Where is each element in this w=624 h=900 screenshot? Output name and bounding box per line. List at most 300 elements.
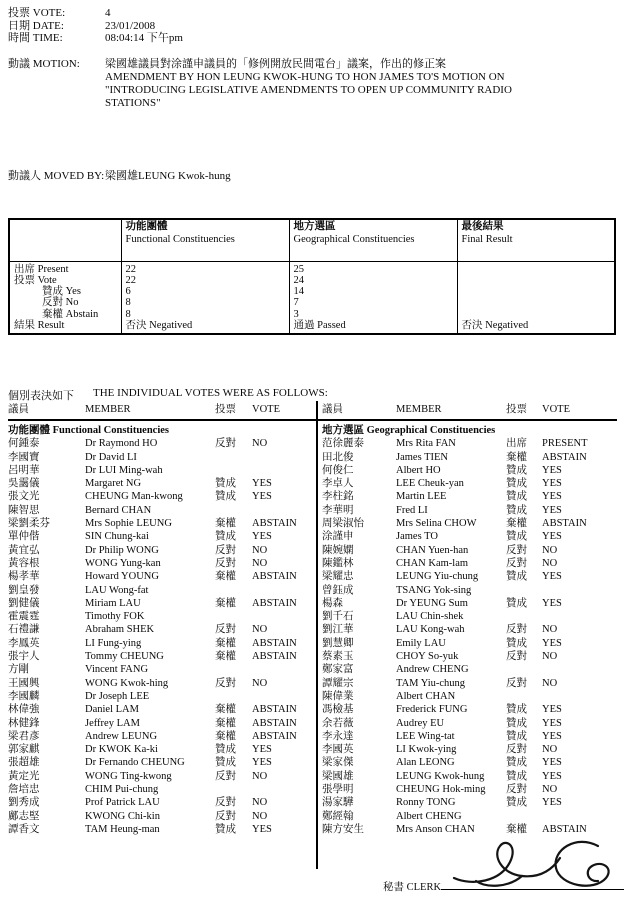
member-name-zh: 李華明 [322,504,354,516]
member-vote-zh: 反對 [215,557,236,569]
member-vote-en [252,663,308,676]
member-name-zh: 梁劉柔芬 [8,518,50,530]
member-vote-zh: 贊成 [506,478,527,490]
member-row [322,544,618,557]
member-vote-zh: 贊成 [506,597,527,609]
member-vote-zh [506,663,542,676]
member-vote-en: NO [542,784,558,796]
member-vote-en: NO [252,677,268,689]
col-member-en: MEMBER [396,404,442,415]
member-name-en: TAM Yiu-chung [396,677,466,689]
member-name-zh: 涂謹申 [322,531,354,543]
summary-header-functional [121,219,289,261]
member-row [322,703,618,716]
summary-header-row [9,219,615,261]
summary-geographical-value: 14 [289,286,457,297]
member-vote-en: NO [252,810,268,822]
member-name-zh: 梁君彥 [8,730,40,742]
member-name-en: LEE Wing-tat [396,730,455,742]
member-name-zh: 楊孝華 [8,571,40,583]
member-name-en: Dr Raymond HO [85,438,158,450]
summary-final-value [457,275,615,286]
motion-line-en-1: AMENDMENT BY HON LEUNG KWOK-HUNG TO HON JAMES TO'S MOTION ON [105,71,505,83]
member-row [322,557,618,570]
summary-row [9,297,615,308]
member-row [322,770,618,783]
summary-geographical-value: 7 [289,297,457,308]
member-row [8,703,308,716]
member-rows-functional [8,437,308,836]
member-name-zh: 陳智思 [8,504,40,516]
member-vote-zh: 贊成 [506,637,527,649]
member-name-zh: 林健鋒 [8,717,40,729]
member-row [8,477,308,490]
member-name-zh: 鄭經翰 [322,810,354,822]
geographical-constituencies-column [322,403,618,836]
member-vote-en: NO [252,438,268,450]
clerk-label: 秘書 CLERK [383,882,442,893]
member-row [8,770,308,783]
member-vote-zh: 贊成 [215,744,236,756]
summary-row [9,261,615,275]
summary-row-label: 棄權 Abstain [42,308,99,320]
member-name-en: Howard YOUNG [85,571,159,583]
member-row [8,451,308,464]
summary-row-label: 反對 No [42,297,79,309]
motion-line-en-3: STATIONS" [105,97,161,109]
member-name-zh: 湯家驊 [322,797,354,809]
member-name-en: SIN Chung-kai [85,531,149,543]
member-name-en: Audrey EU [396,717,445,729]
member-name-en: Dr LUI Ming-wah [85,464,163,476]
member-vote-zh: 棄權 [215,518,236,530]
member-name-en: Emily LAU [396,637,446,649]
member-name-zh: 郭家麒 [8,744,40,756]
member-vote-en: ABSTAIN [252,571,297,583]
vote-number-label: 投票 VOTE: [8,7,66,19]
member-name-zh: 周梁淑怡 [322,518,364,530]
member-name-zh: 李國英 [322,744,354,756]
member-vote-en: ABSTAIN [252,597,297,609]
date-label: 日期 DATE: [8,19,64,32]
member-vote-zh: 贊成 [506,757,527,769]
member-vote-zh: 贊成 [506,770,527,782]
member-name-zh: 黃容根 [8,557,40,569]
member-row [8,717,308,730]
clerk-signature-line [441,879,624,890]
member-table-header-left [8,403,308,420]
member-name-zh: 呂明華 [8,464,40,476]
col-vote-zh: 投票 [506,404,527,415]
member-vote-en: ABSTAIN [542,823,587,835]
summary-header-functional-en: Functional Constituencies [125,233,235,245]
summary-header-geographical-zh: 地方選區 [293,221,336,232]
summary-row-label: 結果 Result [14,319,65,331]
col-vote-zh: 投票 [215,404,236,415]
member-vote-en: PRESENT [542,438,588,450]
member-row [8,557,308,570]
member-name-zh: 黃宜弘 [8,544,40,556]
member-row [322,677,618,690]
member-vote-zh: 反對 [215,624,236,636]
summary-geographical-value: 通過 Passed [289,320,457,334]
member-vote-en: YES [542,478,562,490]
member-name-en: Dr Philip WONG [85,544,159,556]
vote-summary-table [8,218,616,335]
member-row [8,584,308,597]
member-name-zh: 陳鑑林 [322,557,354,569]
member-name-en: WONG Kwok-hing [85,677,169,689]
member-name-zh: 鄭家富 [322,664,354,676]
member-name-zh: 張學明 [322,784,354,796]
member-row [322,743,618,756]
member-vote-zh: 反對 [506,744,527,756]
member-vote-zh: 棄權 [215,571,236,583]
member-name-en: Fred LI [396,504,428,516]
member-row [8,437,308,450]
member-name-en: Prof Patrick LAU [85,797,160,809]
member-vote-en: ABSTAIN [252,518,297,530]
member-vote-zh: 贊成 [215,478,236,490]
member-name-zh: 吳靄儀 [8,478,40,490]
vote-summary-table-wrap [8,218,616,335]
member-vote-en: YES [542,571,562,583]
moved-by-label: 動議人 MOVED BY: [8,170,105,182]
member-vote-zh [215,663,252,676]
member-name-en: Alan LEONG [396,757,455,769]
member-row [8,544,308,557]
member-name-en: Miriam LAU [85,597,141,609]
motion-label: 動議 MOTION: [8,58,80,70]
member-name-en: Mrs Selina CHOW [396,518,477,530]
member-row [8,796,308,809]
member-vote-en: YES [252,744,272,756]
member-name-zh: 田北俊 [322,451,354,463]
summary-final-value: 否決 Negatived [457,320,615,334]
summary-row [9,309,615,320]
summary-header-geographical-en: Geographical Constituencies [293,233,415,245]
member-vote-en: YES [252,478,272,490]
summary-header-functional-zh: 功能團體 [125,221,168,232]
member-vote-zh [506,584,542,597]
member-name-zh: 劉健儀 [8,597,40,609]
summary-functional-value: 22 [121,261,289,275]
member-name-en: CHAN Kam-lam [396,557,469,569]
member-name-zh: 譚香文 [8,823,40,835]
moved-by-block [8,167,231,183]
member-vote-zh: 出席 [506,438,527,450]
member-row [8,743,308,756]
member-vote-en [252,464,308,477]
time-row [8,32,183,45]
member-row [322,756,618,769]
member-name-en: LI Kwok-ying [396,744,457,756]
member-row [322,637,618,650]
date-value: 23/01/2008 [105,19,156,32]
member-name-zh: 黃定光 [8,770,40,782]
member-vote-en: NO [542,651,558,663]
member-name-zh: 王國興 [8,677,40,689]
member-vote-en: YES [542,717,562,729]
member-vote-en: NO [542,624,558,636]
member-vote-en: YES [542,797,562,809]
member-name-en: TAM Heung-man [85,823,160,835]
member-row [8,677,308,690]
member-vote-zh: 反對 [215,677,236,689]
member-name-zh: 陳婉嫻 [322,544,354,556]
member-name-en: WONG Ting-kwong [85,770,172,782]
summary-functional-value: 否決 Negatived [121,320,289,334]
member-row [322,783,618,796]
member-name-zh: 余若薇 [322,717,354,729]
member-name-en: Albert CHAN [396,690,456,702]
member-vote-en: NO [542,544,558,556]
member-row [322,650,618,663]
member-name-zh: 李永達 [322,730,354,742]
member-name-en: KWONG Chi-kin [85,810,160,822]
member-name-en: WONG Yung-kan [85,557,161,569]
member-vote-zh: 反對 [506,557,527,569]
individual-votes-heading-en: THE INDIVIDUAL VOTES WERE AS FOLLOWS: [93,387,328,399]
col-member-zh: 議員 [322,404,343,415]
member-name-zh: 范徐麗泰 [322,438,364,450]
member-row [322,490,618,503]
member-name-zh: 劉千石 [322,611,354,623]
member-name-zh: 張超雄 [8,757,40,769]
member-row [322,504,618,517]
member-name-en: LAU Wong-fat [85,584,149,596]
member-name-en: LEUNG Kwok-hung [396,770,485,782]
member-vote-en [252,504,308,517]
member-name-en: Abraham SHEK [85,624,155,636]
summary-geographical-value: 24 [289,275,457,286]
member-row [322,623,618,636]
member-vote-zh: 贊成 [215,531,236,543]
member-name-en: Tommy CHEUNG [85,651,164,663]
member-vote-en [542,690,618,703]
member-name-en: Timothy FOK [85,611,145,623]
member-vote-en: YES [542,491,562,503]
member-vote-zh: 反對 [506,624,527,636]
vote-number-row [8,7,183,20]
member-vote-zh [215,464,252,477]
member-name-zh: 陳偉業 [322,690,354,702]
member-vote-en: ABSTAIN [252,704,297,716]
summary-row-label: 投票 Vote [14,274,57,286]
member-vote-zh: 棄權 [215,704,236,716]
member-row [322,584,618,597]
member-name-en: CHEUNG Hok-ming [396,784,486,796]
clerk-line [383,879,624,894]
member-row [8,597,308,610]
col-vote-en: VOTE [542,404,570,415]
member-name-en: Ronny TONG [396,797,456,809]
member-vote-zh [215,690,252,703]
member-name-en: LAU Chin-shek [396,611,464,623]
member-vote-en: ABSTAIN [542,518,587,530]
member-vote-en: NO [542,744,558,756]
member-row [8,570,308,583]
summary-functional-value: 22 [121,275,289,286]
member-name-en: CHAN Yuen-han [396,544,469,556]
member-name-zh: 劉皇發 [8,584,40,596]
summary-functional-value: 6 [121,286,289,297]
member-name-zh: 林偉強 [8,704,40,716]
member-vote-zh: 贊成 [506,491,527,503]
member-vote-zh [215,610,252,623]
member-name-zh: 劉慧卿 [322,637,354,649]
member-name-en: Dr David LI [85,451,137,463]
member-row [322,464,618,477]
member-vote-en [252,451,308,464]
member-vote-en [252,610,308,623]
summary-geographical-value: 25 [289,261,457,275]
member-vote-en: YES [252,531,272,543]
member-row [8,756,308,769]
member-vote-en: YES [542,770,562,782]
member-vote-en: ABSTAIN [252,637,297,649]
summary-functional-value: 8 [121,297,289,308]
time-label: 時間 TIME: [8,32,63,45]
vote-number-value: 4 [105,7,111,19]
member-vote-en: YES [542,531,562,543]
member-name-en: TSANG Yok-sing [396,584,472,596]
member-name-en: Mrs Rita FAN [396,438,456,450]
member-row [322,823,618,836]
member-name-en: James TO [396,531,438,543]
member-row [8,530,308,543]
member-name-zh: 陳方安生 [322,823,364,835]
member-vote-en: NO [542,677,558,689]
member-vote-zh: 棄權 [215,717,236,729]
member-vote-zh: 贊成 [506,717,527,729]
member-name-zh: 楊森 [322,597,343,609]
col-vote-en: VOTE [252,404,280,415]
member-name-zh: 何鍾泰 [8,438,40,450]
summary-final-value [457,286,615,297]
motion-text [105,58,512,110]
member-row [322,570,618,583]
member-name-en: Albert HO [396,464,441,476]
member-vote-en: NO [252,544,268,556]
member-vote-en: NO [252,797,268,809]
member-vote-zh: 反對 [215,810,236,822]
member-row [322,610,618,623]
summary-header-geographical [289,219,457,261]
member-row [322,477,618,490]
member-vote-zh: 反對 [506,651,527,663]
member-row [8,464,308,477]
member-name-zh: 梁家傑 [322,757,354,769]
summary-final-value [457,261,615,275]
member-row [8,517,308,530]
member-vote-zh: 贊成 [506,464,527,476]
member-vote-en: YES [542,464,562,476]
member-row [8,730,308,743]
summary-final-value [457,297,615,308]
member-row [322,810,618,823]
member-row [322,597,618,610]
member-name-en: Vincent FANG [85,664,149,676]
member-name-en: Frederick FUNG [396,704,468,716]
member-vote-en: YES [542,730,562,742]
member-vote-en [252,584,308,597]
member-vote-zh: 反對 [215,797,236,809]
member-name-en: Mrs Anson CHAN [396,823,475,835]
member-vote-zh: 反對 [215,438,236,450]
member-vote-zh: 棄權 [506,518,527,530]
member-vote-en [542,663,618,676]
member-vote-zh [506,610,542,623]
member-vote-zh [215,584,252,597]
member-name-zh: 劉江華 [322,624,354,636]
member-vote-zh: 棄權 [506,823,527,835]
member-vote-en: YES [542,704,562,716]
member-vote-en: ABSTAIN [542,451,587,463]
member-row [8,650,308,663]
member-row [8,690,308,703]
member-vote-en [542,810,618,823]
member-name-en: Mrs Sophie LEUNG [85,518,172,530]
member-name-zh: 梁耀忠 [322,571,354,583]
member-vote-en [542,610,618,623]
member-vote-zh: 贊成 [215,757,236,769]
member-vote-zh: 贊成 [215,823,236,835]
member-row [8,663,308,676]
member-row [322,690,618,703]
member-name-en: Andrew CHENG [396,664,469,676]
member-vote-en: NO [542,557,558,569]
summary-row-label: 贊成 Yes [42,286,81,298]
col-member-zh: 議員 [8,404,29,415]
member-row [8,783,308,796]
motion-line-zh: 梁國雄議員對涂謹申議員的「修例開放民間電台」議案，作出的修正案 [105,58,446,70]
motion-block [8,58,614,110]
summary-row [9,286,615,297]
member-name-en: Bernard CHAN [85,504,152,516]
member-row [8,637,308,650]
member-vote-en: YES [542,597,562,609]
member-vote-zh: 贊成 [215,491,236,503]
member-row [8,504,308,517]
member-vote-en: NO [252,624,268,636]
member-vote-en: ABSTAIN [252,730,297,742]
member-vote-en: NO [252,557,268,569]
member-vote-zh: 棄權 [215,597,236,609]
member-vote-zh [506,690,542,703]
member-name-zh: 梁國雄 [322,770,354,782]
member-row [322,437,618,450]
member-vote-zh [215,504,252,517]
summary-functional-value: 8 [121,309,289,320]
member-name-zh: 張宇人 [8,651,40,663]
summary-geographical-value: 3 [289,309,457,320]
member-name-zh: 張文光 [8,491,40,503]
member-name-en: LEUNG Yiu-chung [396,571,479,583]
document-meta [8,7,183,45]
member-vote-zh: 贊成 [506,504,527,516]
section-header-geographical: 地方選區 Geographical Constituencies [322,425,496,436]
member-name-en: LI Fung-ying [85,637,142,649]
member-name-zh: 李鳳英 [8,637,40,649]
member-row [8,810,308,823]
summary-final-value [457,309,615,320]
member-row [8,610,308,623]
member-name-zh: 石禮謙 [8,624,40,636]
member-name-en: LAU Kong-wah [396,624,465,636]
member-name-zh: 蔡素玉 [322,651,354,663]
member-vote-zh: 棄權 [215,651,236,663]
